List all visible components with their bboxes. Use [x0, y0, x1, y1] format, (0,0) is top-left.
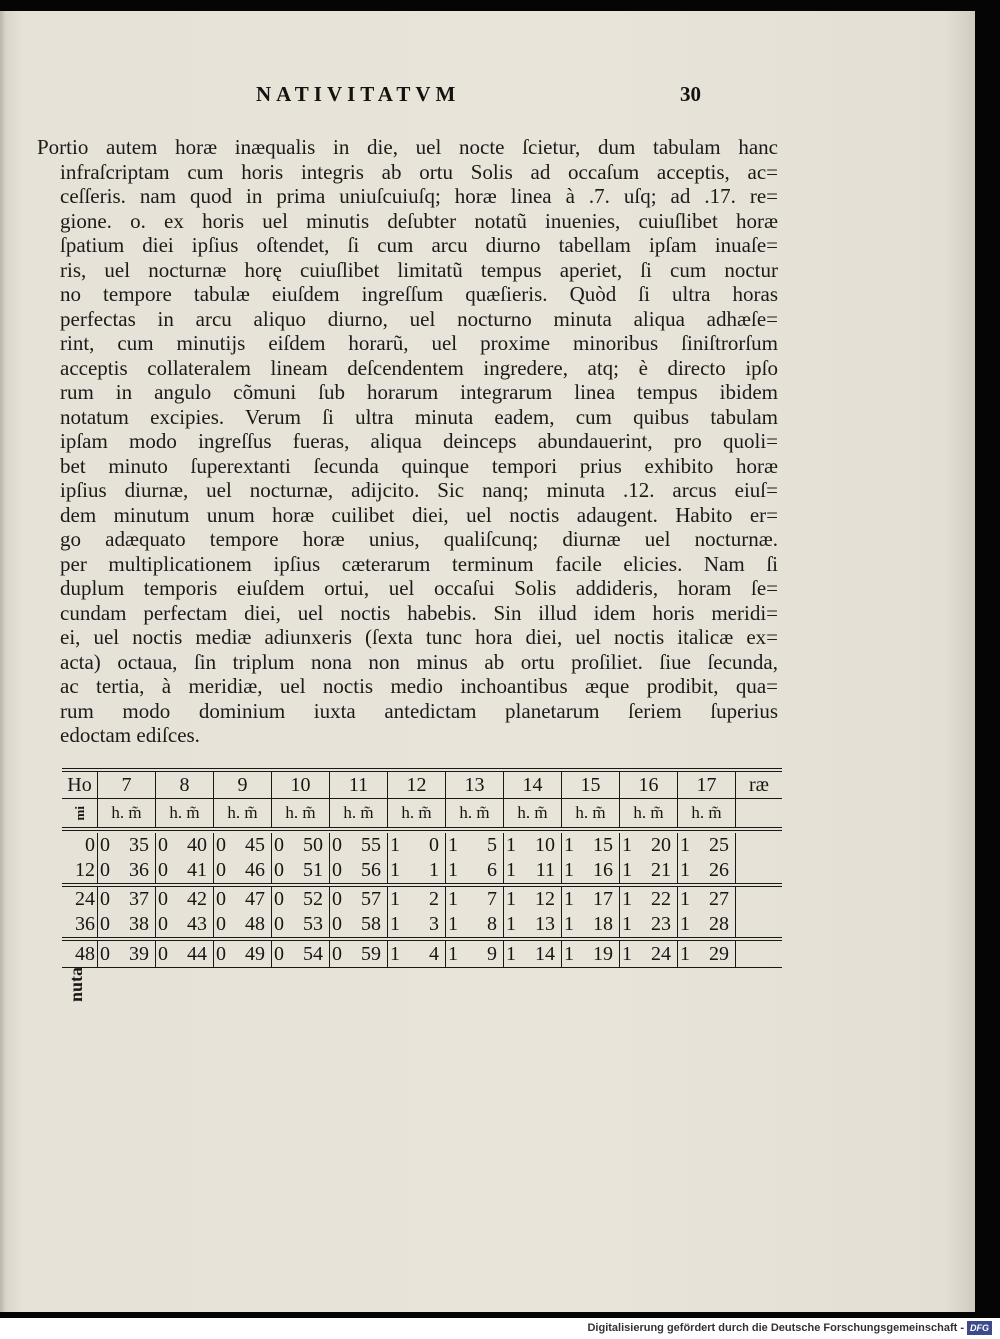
time-hours: 1 [506, 834, 516, 856]
time-cell [620, 912, 678, 937]
time-cell [620, 858, 678, 883]
time-cell [504, 833, 562, 858]
header-cell-hour: 14 [504, 772, 562, 798]
time-hours: 1 [448, 834, 458, 856]
time-cell [504, 887, 562, 912]
running-title: NATIVITATVM [256, 82, 461, 106]
time-cell [330, 941, 388, 967]
time-hours: 0 [100, 859, 110, 881]
time-minutes: 29 [709, 942, 729, 965]
time-cell [446, 833, 504, 858]
time-cell [214, 833, 272, 858]
header-cell-hour: 12 [388, 772, 446, 798]
digitization-footer [0, 1318, 1000, 1339]
time-minutes: 24 [651, 942, 671, 965]
time-hours: 0 [332, 834, 342, 856]
text-line: rum modo dominium iuxta antedictam planetarum ſeriem ſuperius [60, 698, 778, 723]
time-minutes: 1 [429, 859, 439, 881]
text-line: cundam perfectam diei, uel noctis habebis. Sin illud idem horis meridi= [60, 600, 778, 625]
time-hours: 1 [506, 859, 516, 881]
time-cell [504, 912, 562, 937]
text-line: per multiplicationem ipſius cæterarum terminum facile elicies. Nam ſi [60, 551, 778, 576]
time-cell [330, 833, 388, 858]
time-cell [620, 887, 678, 912]
header-cell-hour: 7 [98, 772, 156, 798]
time-hours: 1 [564, 834, 574, 856]
time-cell [214, 887, 272, 912]
text-line: infraſcriptam cum horis integris ab ortu Solis ad occaſum acceptis, ac= [60, 159, 778, 184]
time-minutes: 11 [535, 859, 555, 881]
time-hours: 1 [564, 859, 574, 881]
time-cell [678, 912, 736, 937]
time-cell [678, 858, 736, 883]
units-cell: h. m̃ [272, 799, 330, 827]
text-line: acta) octaua, ſin triplum nona non minus ab ortu proſiliet. ſiue ſecunda, [60, 649, 778, 674]
time-hours: 0 [216, 859, 226, 881]
header-cell-hour: 11 [330, 772, 388, 798]
time-minutes: 14 [535, 942, 555, 965]
time-minutes: 40 [187, 834, 207, 856]
table-units-row [62, 799, 782, 831]
time-cell [156, 941, 214, 967]
time-hours: 0 [158, 942, 168, 965]
time-minutes: 19 [593, 942, 613, 965]
time-hours: 1 [390, 859, 400, 881]
units-cell: h. m̃ [678, 799, 736, 827]
time-minutes: 8 [487, 913, 497, 935]
time-cell [562, 912, 620, 937]
time-hours: 1 [680, 913, 690, 935]
row-empty-cell [736, 858, 782, 883]
row-minutes-cell: 48 [62, 941, 98, 967]
time-cell [330, 912, 388, 937]
time-cell [330, 887, 388, 912]
text-line: rint, cum minutijs eiſdem horarũ, uel proxime minoribus ſiniſtrorſum [60, 331, 778, 355]
time-minutes: 41 [187, 859, 207, 881]
time-minutes: 21 [651, 859, 671, 881]
page-number: 30 [680, 82, 701, 106]
minutes-column-label: nuta [66, 967, 86, 1003]
time-hours: 0 [100, 888, 110, 910]
time-minutes: 10 [535, 834, 555, 856]
time-hours: 1 [506, 888, 516, 910]
time-cell [388, 858, 446, 883]
header-cell-horae-start: Ho [62, 772, 98, 798]
time-hours: 0 [158, 834, 168, 856]
text-line: edoctam ediſces. [60, 723, 200, 747]
time-hours: 1 [448, 888, 458, 910]
row-empty-cell [736, 912, 782, 937]
time-hours: 0 [274, 942, 284, 965]
table-row [62, 941, 782, 968]
header-cell-hour: 9 [214, 772, 272, 798]
time-minutes: 20 [651, 834, 671, 856]
hour-minutes-table [62, 768, 782, 968]
time-minutes: 23 [651, 913, 671, 935]
time-cell [388, 912, 446, 937]
time-cell [388, 887, 446, 912]
time-hours: 1 [506, 913, 516, 935]
text-line: ipſam modo ingreſſus fueras, aliqua deinceps abundauerint, pro quoli= [60, 429, 778, 453]
time-minutes: 4 [429, 942, 439, 965]
time-minutes: 42 [187, 888, 207, 910]
time-minutes: 50 [303, 834, 323, 856]
footer-credit: Digitalisierung gefördert durch die Deutsche Forschungsgemeinschaft - [587, 1322, 964, 1334]
time-cell [214, 941, 272, 967]
minutes-label-part: mi [72, 805, 87, 821]
text-line: ris, uel nocturnæ horę cuiuſlibet limitatũ tempus aperiet, ſi cum noctur [60, 257, 778, 282]
body-text [37, 135, 778, 748]
time-minutes: 22 [651, 888, 671, 910]
units-cell: h. m̃ [98, 799, 156, 827]
time-hours: 0 [274, 859, 284, 881]
time-cell [446, 858, 504, 883]
time-minutes: 18 [593, 913, 613, 935]
units-cell: h. m̃ [156, 799, 214, 827]
time-hours: 0 [274, 888, 284, 910]
time-cell [214, 912, 272, 937]
time-minutes: 9 [487, 942, 497, 965]
time-cell [678, 887, 736, 912]
time-minutes: 17 [593, 888, 613, 910]
time-hours: 0 [158, 888, 168, 910]
time-minutes: 43 [187, 913, 207, 935]
time-minutes: 59 [361, 942, 381, 965]
time-cell [272, 858, 330, 883]
row-minutes-cell: 12 [62, 858, 98, 883]
time-minutes: 0 [429, 834, 439, 856]
row-empty-cell [736, 833, 782, 858]
text-line: no tempore tabulæ eiuſdem ingreſſum quæſieris. Quòd ſi ultra horas [60, 282, 778, 306]
time-hours: 0 [158, 859, 168, 881]
text-line: ceſſeris. nam quod in prima uniuſcuiuſq; horæ linea à .7. uſq; ad .17. re= [60, 184, 778, 208]
table-row [62, 831, 782, 858]
time-hours: 0 [274, 834, 284, 856]
time-hours: 1 [622, 942, 632, 965]
time-minutes: 28 [709, 913, 729, 935]
time-cell [388, 941, 446, 967]
time-hours: 0 [216, 913, 226, 935]
text-line: gione. o. ex horis uel minutis deſubter notatũ inuenies, cuiuſlibet horæ [60, 208, 778, 233]
time-cell [678, 833, 736, 858]
time-hours: 0 [332, 913, 342, 935]
time-hours: 0 [332, 859, 342, 881]
time-minutes: 36 [129, 859, 149, 881]
text-line: ac tertia, à meridiæ, uel noctis medio inchoantibus æque prodibit, qua= [60, 674, 778, 698]
time-hours: 1 [506, 942, 516, 965]
text-line: notatum excipies. Verum ſi ultra minuta eadem, cum quibus tabulam [60, 404, 778, 429]
time-minutes: 44 [187, 942, 207, 965]
time-hours: 0 [216, 834, 226, 856]
time-minutes: 26 [709, 859, 729, 881]
time-hours: 0 [100, 942, 110, 965]
time-minutes: 39 [129, 942, 149, 965]
time-cell [504, 941, 562, 967]
time-cell [156, 912, 214, 937]
time-cell [272, 912, 330, 937]
time-minutes: 55 [361, 834, 381, 856]
text-line: duplum temporis eiuſdem ortui, uel occaſui Solis addideris, horam ſe= [60, 576, 778, 600]
time-hours: 1 [448, 859, 458, 881]
time-cell [504, 858, 562, 883]
time-cell [156, 887, 214, 912]
time-minutes: 35 [129, 834, 149, 856]
text-line: acceptis collateralem lineam deſcendentem ingredere, atq; è directo ipſo [60, 355, 778, 380]
time-cell [562, 887, 620, 912]
time-minutes: 48 [245, 913, 265, 935]
text-line: ipſius diurnæ, uel nocturnæ, adijcito. Sic nanq; minuta .12. arcus eiuſ= [60, 478, 778, 502]
time-hours: 1 [622, 888, 632, 910]
time-minutes: 15 [593, 834, 613, 856]
time-cell [562, 941, 620, 967]
time-minutes: 16 [593, 859, 613, 881]
header-cell-horae-end: ræ [749, 773, 769, 796]
time-hours: 0 [100, 913, 110, 935]
time-cell [272, 941, 330, 967]
time-minutes: 47 [245, 888, 265, 910]
time-hours: 0 [274, 913, 284, 935]
time-hours: 1 [564, 913, 574, 935]
units-cell: h. m̃ [562, 799, 620, 827]
time-hours: 1 [622, 913, 632, 935]
time-cell [388, 833, 446, 858]
time-minutes: 57 [361, 888, 381, 910]
time-hours: 1 [680, 859, 690, 881]
time-hours: 1 [564, 888, 574, 910]
time-hours: 1 [622, 859, 632, 881]
time-cell [562, 858, 620, 883]
time-cell [446, 912, 504, 937]
time-hours: 0 [332, 888, 342, 910]
time-cell [156, 833, 214, 858]
text-line: ſpatium diei ipſius oſtendet, ſi cum arcu diurno tabellam ipſam inuaſe= [60, 233, 778, 257]
units-cell-empty [736, 799, 782, 827]
time-hours: 1 [390, 913, 400, 935]
table-row [62, 912, 782, 941]
row-empty-cell [736, 941, 782, 967]
time-cell [214, 858, 272, 883]
time-hours: 1 [448, 942, 458, 965]
time-minutes: 46 [245, 859, 265, 881]
units-cell: h. m̃ [620, 799, 678, 827]
time-minutes: 52 [303, 888, 323, 910]
time-minutes: 38 [129, 913, 149, 935]
units-cell: h. m̃ [330, 799, 388, 827]
text-line: rum in angulo cõmuni ſub horarum integrarum linea tempus ibidem [60, 380, 778, 404]
header-cell-hour: 17 [678, 772, 736, 798]
time-hours: 1 [390, 834, 400, 856]
units-cell: h. m̃ [388, 799, 446, 827]
time-minutes: 45 [245, 834, 265, 856]
time-hours: 1 [680, 888, 690, 910]
time-cell [446, 887, 504, 912]
text-line: Portio autem horæ inæqualis in die, uel nocte ſcietur, dum tabulam hanc [37, 135, 778, 159]
units-cell-minutes-label [62, 799, 98, 827]
units-cell: h. m̃ [214, 799, 272, 827]
time-hours: 1 [622, 834, 632, 856]
time-hours: 0 [216, 888, 226, 910]
header-cell-hour: 15 [562, 772, 620, 798]
time-cell [98, 833, 156, 858]
time-hours: 1 [448, 913, 458, 935]
time-minutes: 37 [129, 888, 149, 910]
time-cell [98, 858, 156, 883]
time-cell [678, 941, 736, 967]
units-cell: h. m̃ [504, 799, 562, 827]
time-cell [272, 887, 330, 912]
table-header-row [62, 768, 782, 799]
time-hours: 0 [100, 834, 110, 856]
time-minutes: 56 [361, 859, 381, 881]
table-row [62, 887, 782, 912]
time-minutes: 7 [487, 888, 497, 910]
time-cell [620, 941, 678, 967]
time-cell [156, 858, 214, 883]
time-cell [98, 887, 156, 912]
text-line: bet minuto ſuperextanti ſecunda quinque tempori prius exhibito horæ [60, 453, 778, 478]
dfg-logo: DFG [967, 1321, 992, 1335]
text-line: perfectas in arcu aliquo diurno, uel nocturno minuta aliqua adhæſe= [60, 306, 778, 331]
row-minutes-cell: 36 [62, 912, 98, 937]
time-minutes: 13 [535, 913, 555, 935]
time-cell [562, 833, 620, 858]
row-empty-cell [736, 887, 782, 912]
text-line: dem minutum unum horæ cuilibet diei, uel noctis adaugent. Habito er= [60, 502, 778, 527]
row-minutes-cell: 0 [62, 833, 98, 858]
time-minutes: 27 [709, 888, 729, 910]
time-hours: 0 [216, 942, 226, 965]
time-minutes: 6 [487, 859, 497, 881]
time-hours: 0 [158, 913, 168, 935]
time-cell [98, 941, 156, 967]
header-cell-hour: 13 [446, 772, 504, 798]
row-minutes-cell: 24 [62, 887, 98, 912]
units-cell: h. m̃ [446, 799, 504, 827]
time-hours: 1 [680, 942, 690, 965]
time-minutes: 54 [303, 942, 323, 965]
header-cell-hour: 8 [156, 772, 214, 798]
time-cell [98, 912, 156, 937]
time-cell [272, 833, 330, 858]
table-row [62, 858, 782, 887]
time-minutes: 3 [429, 913, 439, 935]
time-minutes: 12 [535, 888, 555, 910]
time-minutes: 58 [361, 913, 381, 935]
time-minutes: 53 [303, 913, 323, 935]
time-hours: 1 [390, 888, 400, 910]
time-hours: 1 [564, 942, 574, 965]
time-minutes: 25 [709, 834, 729, 856]
time-minutes: 51 [303, 859, 323, 881]
time-minutes: 5 [487, 834, 497, 856]
time-cell [620, 833, 678, 858]
text-line: go adæquato tempore horæ unius, qualiſcunq; diurnæ uel nocturnæ. [60, 527, 778, 551]
time-cell [446, 941, 504, 967]
text-line: ei, uel noctis mediæ adiunxeris (ſexta tunc hora diei, uel noctis italicæ ex= [60, 625, 778, 649]
time-hours: 0 [332, 942, 342, 965]
time-hours: 1 [680, 834, 690, 856]
header-cell-hour: 16 [620, 772, 678, 798]
time-minutes: 49 [245, 942, 265, 965]
time-minutes: 2 [429, 888, 439, 910]
time-cell [330, 858, 388, 883]
time-hours: 1 [390, 942, 400, 965]
header-cell-hour: 10 [272, 772, 330, 798]
